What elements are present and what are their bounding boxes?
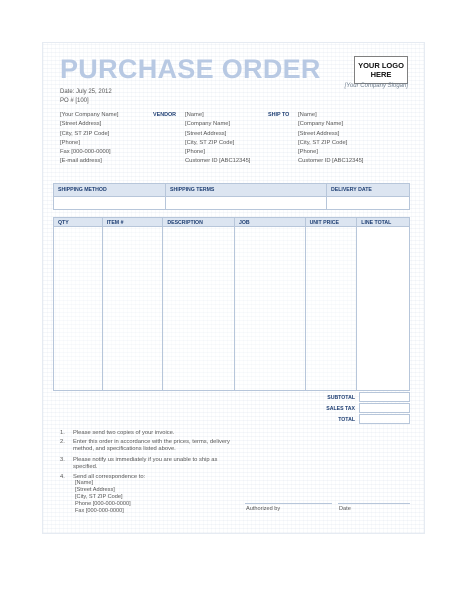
vendor-line: [City, ST ZIP Code]	[185, 139, 235, 146]
logo-line-2: HERE	[370, 70, 392, 79]
company-line: [City, ST ZIP Code]	[60, 130, 110, 137]
sales-tax-cell[interactable]	[359, 403, 410, 413]
unit-price-column[interactable]	[306, 227, 358, 390]
item-number-column[interactable]	[103, 227, 164, 390]
note-text: Enter this order in accordance with the prices, terms, delivery method, and specifications listed above.	[73, 439, 230, 453]
authorized-signature-line[interactable]	[245, 503, 332, 504]
description-header: DESCRIPTION	[163, 218, 235, 226]
ship-to-line: [Company Name]	[298, 121, 344, 128]
company-line: [Phone]	[60, 139, 80, 146]
note-text: Please send two copies of your invoice.	[73, 430, 175, 436]
company-address-block	[60, 111, 118, 167]
correspondence-line: Phone [000-000-0000]	[75, 501, 131, 507]
vendor-line: Customer ID [ABC12345]	[185, 158, 251, 165]
ship-to-address-block	[298, 111, 363, 167]
vendor-line: [Company Name]	[185, 121, 231, 128]
vendor-line: [Phone]	[185, 149, 205, 156]
order-date: Date: July 25, 2012	[60, 89, 112, 95]
ship-to-line: [Name]	[298, 112, 317, 118]
vendor-line: [Name]	[185, 112, 204, 118]
subtotal-cell[interactable]	[359, 392, 410, 402]
correspondence-line: [Street Address]	[75, 487, 115, 493]
vendor-label: VENDOR	[153, 112, 177, 118]
total-cell[interactable]	[359, 414, 410, 424]
item-number-header: ITEM #	[103, 218, 164, 226]
note-text: Send all correspondence to:	[73, 474, 146, 480]
note-number: 2.	[60, 439, 65, 445]
correspondence-address	[75, 480, 131, 515]
description-column[interactable]	[163, 227, 235, 390]
job-column[interactable]	[235, 227, 306, 390]
page-title: PURCHASE ORDER	[60, 54, 321, 84]
shipping-terms-header: SHIPPING TERMS	[166, 184, 327, 197]
shipping-table	[53, 183, 410, 210]
logo-placeholder	[354, 56, 408, 84]
logo-line-1: YOUR LOGO	[358, 61, 404, 70]
total-label: TOTAL	[338, 417, 355, 423]
ship-to-line: [City, ST ZIP Code]	[298, 139, 348, 146]
line-total-column[interactable]	[357, 227, 409, 390]
sales-tax-label: SALES TAX	[326, 406, 355, 412]
date-label: Date	[339, 506, 351, 512]
shipping-method-cell[interactable]	[54, 197, 166, 210]
delivery-date-cell[interactable]	[327, 197, 410, 210]
correspondence-line: [City, ST ZIP Code]	[75, 494, 123, 500]
company-line: [Street Address]	[60, 121, 102, 128]
vendor-address-block	[185, 111, 250, 167]
company-line: Fax [000-000-0000]	[60, 149, 111, 156]
company-slogan: [Your Company Slogan]	[344, 83, 408, 89]
unit-price-header: UNIT PRICE	[306, 218, 358, 226]
note-text: Please notify us immediately if you are unable to ship as specified.	[73, 457, 218, 471]
date-signature-line[interactable]	[338, 503, 410, 504]
shipping-method-header: SHIPPING METHOD	[54, 184, 166, 197]
ship-to-line: [Phone]	[298, 149, 318, 156]
shipping-terms-cell[interactable]	[166, 197, 327, 210]
delivery-date-header: DELIVERY DATE	[327, 184, 410, 197]
ship-to-line: [Street Address]	[298, 130, 340, 137]
qty-header: QTY	[54, 218, 103, 226]
authorized-by-label: Authorized by	[246, 506, 281, 512]
line-items-table	[53, 217, 410, 391]
job-header: JOB	[235, 218, 306, 226]
note-number: 4.	[60, 474, 65, 480]
note-number: 3.	[60, 457, 65, 463]
line-items-body	[53, 227, 410, 391]
qty-column[interactable]	[54, 227, 103, 390]
line-total-header: LINE TOTAL	[361, 220, 392, 226]
ship-to-label: SHIP TO	[268, 112, 290, 118]
ship-to-line: Customer ID [ABC12345]	[298, 158, 364, 165]
vendor-line: [Street Address]	[185, 130, 227, 137]
subtotal-label: SUBTOTAL	[327, 395, 355, 401]
company-line: [Your Company Name]	[60, 112, 119, 118]
po-number: PO # [100]	[60, 98, 89, 104]
note-number: 1.	[60, 430, 65, 436]
correspondence-line: Fax [000-000-0000]	[75, 508, 124, 514]
correspondence-line: [Name]	[75, 480, 94, 486]
line-items-header	[53, 217, 410, 227]
company-line: [E-mail address]	[60, 158, 102, 165]
